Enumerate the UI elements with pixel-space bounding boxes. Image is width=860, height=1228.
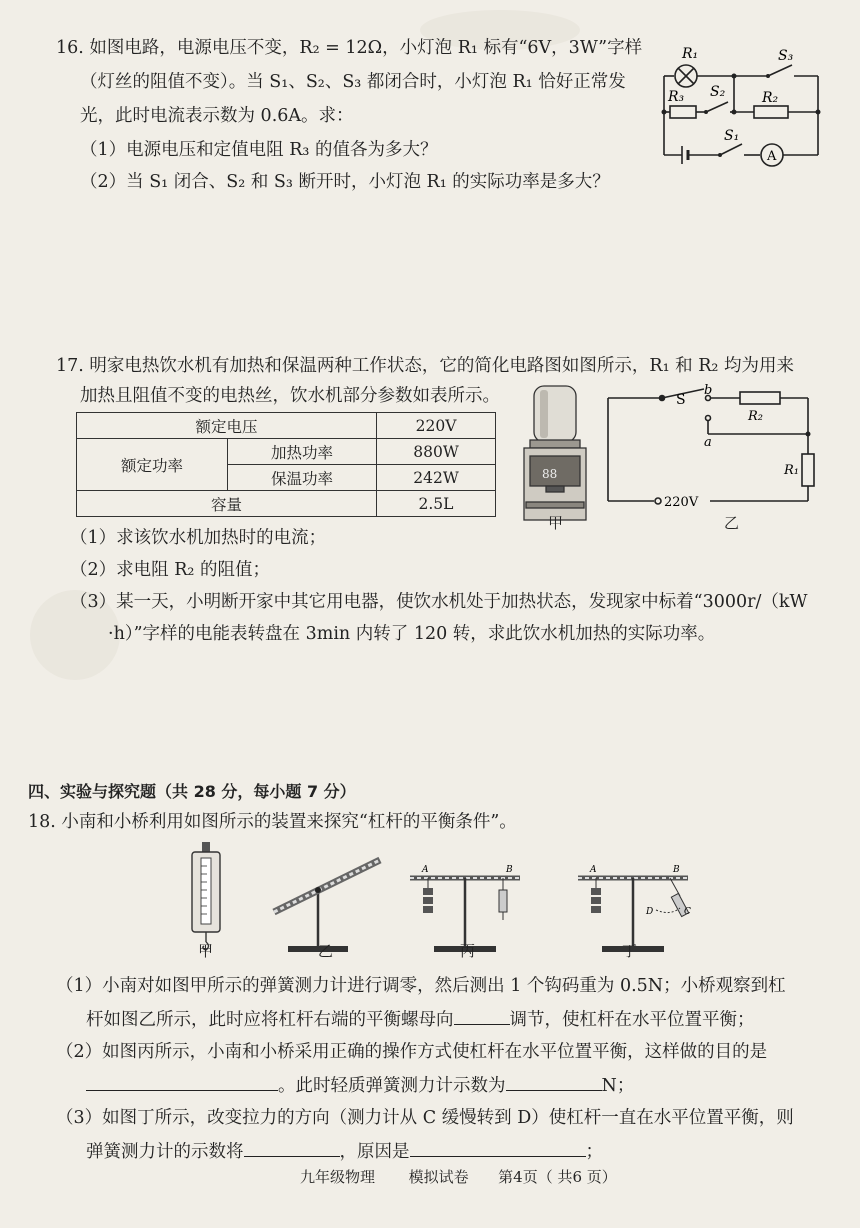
dispenser-display: 88 bbox=[542, 467, 558, 481]
q18-sub2-text-b: N； bbox=[601, 1076, 635, 1096]
label-d: D bbox=[646, 907, 654, 917]
label-s1: S₁ bbox=[724, 128, 740, 144]
label-b-ding: B bbox=[673, 865, 680, 875]
fig-jia-label: 甲 bbox=[548, 514, 564, 532]
answer-blank-2[interactable] bbox=[86, 1074, 278, 1091]
answer-blank-5[interactable] bbox=[410, 1140, 586, 1157]
q18-sub3-line2 bbox=[86, 1140, 603, 1163]
q17-sub3-line1: （3）某一天，小明断开家中其它用电器，使饮水机处于加热状态，发现家中标着“3000r/（kW bbox=[70, 592, 808, 612]
label-s2: S₂ bbox=[710, 84, 726, 100]
answer-blank-1[interactable] bbox=[454, 1008, 510, 1025]
heating-power-label: 加热功率 bbox=[228, 439, 377, 465]
q17-line2: 加热且阻值不变的电热丝，饮水机部分参数如表所示。 bbox=[80, 386, 500, 406]
fig18-yi-label: 乙 bbox=[318, 942, 334, 960]
q16-line1: 16. 如图电路，电源电压不变，R₂ = 12Ω，小灯泡 R₁ 标有“6V，3W”字样 bbox=[56, 38, 643, 58]
footer bbox=[300, 1168, 617, 1186]
label-r2: R₂ bbox=[762, 90, 779, 106]
section4-heading: 四、实验与探究题（共 28 分，每小题 7 分） bbox=[28, 782, 356, 801]
capacity-value: 2.5L bbox=[377, 491, 496, 517]
footer-subject: 九年级物理 bbox=[300, 1168, 376, 1186]
lever-experiment-figures bbox=[170, 838, 690, 964]
q16-sub2: （2）当 S₁ 闭合、S₂ 和 S₃ 断开时，小灯泡 R₁ 的实际功率是多大？ bbox=[80, 172, 610, 192]
label-s3: S₃ bbox=[778, 48, 794, 64]
spring-scale-figure bbox=[192, 842, 220, 950]
q18-sub3-line1: （3）如图丁所示，改变拉力的方向（测力计从 C 缓慢转到 D）使杠杆一直在水平位置平衡，则 bbox=[56, 1108, 794, 1128]
q18-sub1-line2 bbox=[86, 1008, 755, 1031]
q16-sub1: （1）电源电压和定值电阻 R₃ 的值各为多大？ bbox=[80, 140, 438, 160]
label-ammeter: A bbox=[767, 149, 777, 164]
q18-sub3-text-c: ； bbox=[585, 1142, 603, 1162]
balanced-lever-figure bbox=[410, 878, 520, 952]
label-r2: R₂ bbox=[748, 409, 763, 424]
water-dispenser-figure bbox=[516, 384, 596, 524]
q17-line1: 17. 明家电热饮水机有加热和保温两种工作状态，它的简化电路图如图所示，R₁ 和 R₂ 均为用来 bbox=[56, 356, 794, 376]
label-c: C bbox=[684, 907, 691, 917]
fig18-ding-label: 丁 bbox=[622, 942, 638, 960]
fig-yi-label: 乙 bbox=[724, 514, 740, 532]
footer-page-number: 第4页（ 共6 页） bbox=[498, 1168, 617, 1186]
angled-scale-lever-figure bbox=[578, 878, 689, 952]
q18-sub2-text-a: 。此时轻质弹簧测力计示数为 bbox=[278, 1076, 506, 1096]
fig18-bing-label: 丙 bbox=[460, 942, 476, 960]
capacity-label: 容量 bbox=[77, 491, 377, 517]
label-r1: R₁ bbox=[682, 46, 699, 62]
q17-circuit-diagram bbox=[600, 384, 832, 512]
answer-blank-3[interactable] bbox=[506, 1074, 602, 1091]
q18-sub1-line1: （1）小南对如图甲所示的弹簧测力计进行调零，然后测出 1 个钩码重为 0.5N；小桥观察到杠 bbox=[56, 976, 786, 996]
label-b: b bbox=[704, 383, 713, 398]
q18-sub3-text-b: ，原因是 bbox=[339, 1142, 410, 1162]
tilted-lever-figure bbox=[274, 860, 380, 952]
q18-sub1-text-a: 杆如图乙所示，此时应将杠杆右端的平衡螺母向 bbox=[86, 1010, 454, 1030]
q17-sub1: （1）求该饮水机加热时的电流； bbox=[70, 528, 327, 548]
spec-table bbox=[76, 412, 496, 517]
keep-warm-power-label: 保温功率 bbox=[228, 465, 377, 491]
rated-voltage-label: 额定电压 bbox=[77, 413, 377, 439]
rated-power-label: 额定功率 bbox=[77, 439, 228, 491]
label-s: S bbox=[676, 392, 686, 408]
q16-line2: （灯丝的阻值不变）。当 S₁、S₂、S₃ 都闭合时，小灯泡 R₁ 恰好正常发 bbox=[80, 72, 626, 92]
fig18-jia-label: 甲 bbox=[198, 942, 214, 960]
q18-sub2-line2 bbox=[86, 1074, 634, 1097]
label-r3: R₃ bbox=[668, 89, 685, 105]
q16-line3: 光，此时电流表示数为 0.6A。求： bbox=[80, 106, 354, 126]
rated-voltage-value: 220V bbox=[377, 413, 496, 439]
label-a: a bbox=[704, 435, 712, 450]
footer-paper: 模拟试卷 bbox=[408, 1168, 469, 1186]
keep-warm-power-value: 242W bbox=[377, 465, 496, 491]
label-b-bing: B bbox=[506, 865, 513, 875]
answer-blank-4[interactable] bbox=[244, 1140, 340, 1157]
q16-circuit-diagram bbox=[650, 40, 830, 165]
q18-sub3-text-a: 弹簧测力计的示数将 bbox=[86, 1142, 244, 1162]
q17-sub3-line2: ·h）”字样的电能表转盘在 3min 内转了 120 转，求此饮水机加热的实际功率。 bbox=[108, 624, 716, 644]
q17-sub2: （2）求电阻 R₂ 的阻值； bbox=[70, 560, 270, 580]
label-r1: R₁ bbox=[784, 463, 799, 478]
q18-line1: 18. 小南和小桥利用如图所示的装置来探究“杠杆的平衡条件”。 bbox=[28, 812, 517, 832]
heating-power-value: 880W bbox=[377, 439, 496, 465]
label-source: 220V bbox=[664, 495, 699, 510]
label-a-ding: A bbox=[590, 865, 597, 875]
q18-sub2-line1: （2）如图丙所示，小南和小桥采用正确的操作方式使杠杆在水平位置平衡，这样做的目的是 bbox=[56, 1042, 768, 1062]
q18-sub1-text-b: 调节，使杠杆在水平位置平衡； bbox=[509, 1010, 755, 1030]
label-a-bing: A bbox=[422, 865, 429, 875]
